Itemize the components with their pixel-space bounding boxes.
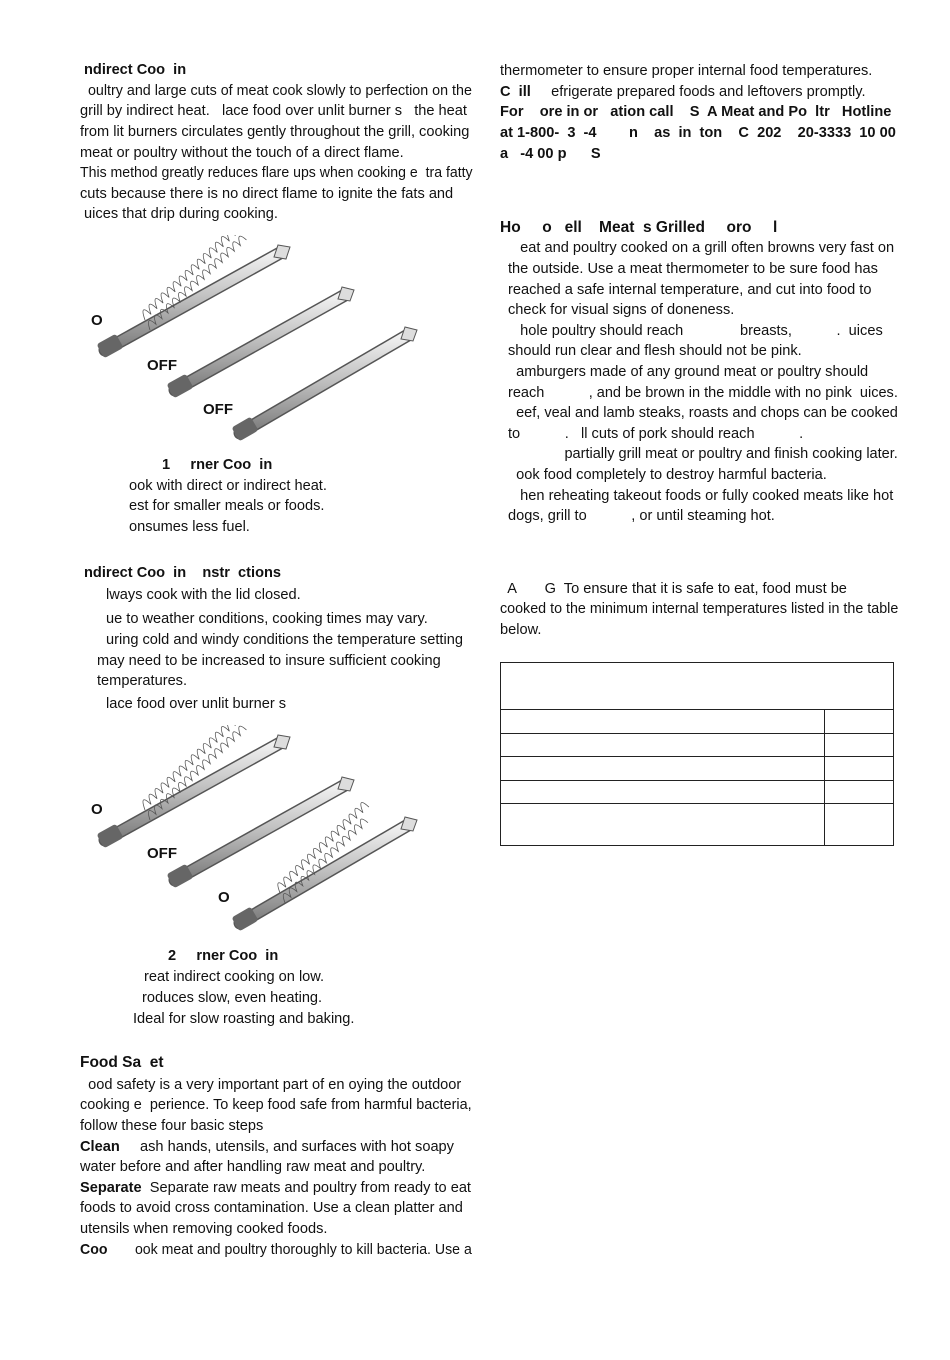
instructions-line-2: ue to weather conditions, cooking times may vary. <box>106 611 428 627</box>
table-row-divider <box>501 756 893 757</box>
grilled-line-8: reach , and be brown in the middle with no pink uices. <box>508 385 898 401</box>
chill-paragraph <box>500 82 866 102</box>
grilled-line-3: reached a safe internal temperature, and cut into food to <box>508 282 872 298</box>
grilled-line-11: partially grill meat or poultry and finish cooking later. <box>508 446 898 462</box>
figure2-label-burner1: O <box>91 801 103 818</box>
burner-diagram-2 <box>90 725 440 940</box>
grilled-line-10: to . ll cuts of pork should reach . <box>508 426 804 442</box>
separate-text: Separate raw meats and poultry from ready to eat <box>141 1180 471 1196</box>
figure1-caption-line-1: ook with direct or indirect heat. <box>129 478 327 494</box>
food-safety-intro-2: cooking e perience. To keep food safe from harmful bacteria, <box>80 1097 472 1113</box>
figure2-caption-line-1: reat indirect cooking on low. <box>144 969 325 985</box>
cook-paragraph-line-1 <box>80 1240 472 1260</box>
instructions-line-4: may need to be increased to insure sufficient cooking <box>97 653 441 669</box>
clean-paragraph-line-1 <box>80 1137 454 1157</box>
cook-label: Coo <box>80 1242 108 1258</box>
indirect-cooking-line-7: uices that drip during cooking. <box>80 206 278 222</box>
figure2-label-burner2: OFF <box>147 845 177 862</box>
figure1-label-burner3: OFF <box>203 401 233 418</box>
indirect-cooking-heading: ndirect Coo in <box>84 62 187 78</box>
indirect-cooking-line-5: This method greatly reduces flare ups when cooking e tra fatty <box>80 165 473 181</box>
separate-paragraph-line-3: utensils when removing cooked foods. <box>80 1221 328 1237</box>
indirect-cooking-line-3: from lit burners circulates gently throughout the grill, cooking <box>80 124 470 140</box>
food-safety-intro-3: follow these four basic steps <box>80 1118 264 1134</box>
table-row-divider <box>501 709 893 710</box>
table-column-divider <box>824 710 825 845</box>
warning-line-1: A G To ensure that it is safe to eat, food must be <box>500 581 847 597</box>
hotline-line-3: a -4 00 p S <box>500 146 601 162</box>
thermometer-line: thermometer to ensure proper internal food temperatures. <box>500 63 873 79</box>
chill-text: efrigerate prepared foods and leftovers promptly. <box>530 84 866 100</box>
food-safety-heading: Food Sa et <box>80 1054 164 1071</box>
cook-text: ook meat and poultry thoroughly to kill bacteria. Use a <box>107 1242 472 1258</box>
instructions-line-3: uring cold and windy conditions the temperature setting <box>106 632 463 648</box>
figure2-caption-line-2: roduces slow, even heating. <box>142 990 323 1006</box>
clean-paragraph-line-2: water before and after handling raw meat and poultry. <box>80 1159 426 1175</box>
grilled-line-1: eat and poultry cooked on a grill often browns very fast on <box>508 240 895 256</box>
flame-coil-icon <box>125 235 264 330</box>
separate-paragraph-line-2: foods to avoid cross contamination. Use a clean platter and <box>80 1200 463 1216</box>
separate-label: Separate <box>80 1180 142 1196</box>
grilled-heading: Ho o ell Meat s Grilled oro l <box>500 219 778 236</box>
figure2-label-burner3: O <box>218 889 230 906</box>
clean-label: Clean <box>80 1139 120 1155</box>
hotline-line-1: For ore in or ation call S A Meat and Po ltr Hotline <box>500 104 892 120</box>
grilled-line-6: should run clear and flesh should not be pink. <box>508 343 802 359</box>
figure1-caption-line-2: est for smaller meals or foods. <box>129 498 325 514</box>
figure2-caption-line-3: Ideal for slow roasting and baking. <box>133 1011 355 1027</box>
chill-label: C ill <box>500 84 531 100</box>
indirect-cooking-line-4: meat or poultry without the touch of a direct flame. <box>80 145 404 161</box>
burner-diagram-1 <box>90 235 440 450</box>
figure1-label-burner1: O <box>91 312 103 329</box>
instructions-line-1: lways cook with the lid closed. <box>106 587 301 603</box>
grilled-line-7: amburgers made of any ground meat or poultry should <box>508 364 869 380</box>
grilled-line-14: dogs, grill to , or until steaming hot. <box>508 508 775 524</box>
figure1-caption-title: 1 rner Coo in <box>162 457 273 473</box>
figure1-label-burner2: OFF <box>147 357 177 374</box>
figure1-caption-line-3: onsumes less fuel. <box>129 519 250 535</box>
clean-text: ash hands, utensils, and surfaces with hot soapy <box>119 1139 454 1155</box>
indirect-cooking-line-2: grill by indirect heat. lace food over unlit burner s the heat <box>80 103 467 119</box>
temperature-table <box>500 662 894 846</box>
grilled-line-13: hen reheating takeout foods or fully cooked meats like hot <box>508 488 894 504</box>
grilled-line-9: eef, veal and lamb steaks, roasts and chops can be cooked <box>508 405 898 421</box>
indirect-cooking-line-1: oultry and large cuts of meat cook slowly to perfection on the <box>80 83 472 99</box>
instructions-heading: ndirect Coo in nstr ctions <box>84 565 282 581</box>
separate-paragraph-line-1 <box>80 1178 471 1198</box>
warning-line-3: below. <box>500 622 542 638</box>
food-safety-intro-1: ood safety is a very important part of en oying the outdoor <box>80 1077 462 1093</box>
hotline-line-2: at 1-800- 3 -4 n as in ton C 202 20-3333 10 00 <box>500 125 896 141</box>
indirect-cooking-line-6: cuts because there is no direct flame to ignite the fats and <box>80 186 454 202</box>
grilled-line-4: check for visual signs of doneness. <box>508 302 735 318</box>
grilled-line-12: ook food completely to destroy harmful bacteria. <box>508 467 827 483</box>
instructions-line-6: lace food over unlit burner s <box>106 696 287 712</box>
table-row-divider <box>501 733 893 734</box>
table-row-divider <box>501 780 893 781</box>
figure2-caption-title: 2 rner Coo in <box>168 948 279 964</box>
flame-coil-icon <box>125 725 264 820</box>
grilled-line-2: the outside. Use a meat thermometer to be sure food has <box>508 261 878 277</box>
grilled-line-5: hole poultry should reach breasts, . uices <box>508 323 883 339</box>
table-row-divider <box>501 803 893 804</box>
warning-line-2: cooked to the minimum internal temperatures listed in the table <box>500 601 899 617</box>
instructions-line-5: temperatures. <box>97 673 188 689</box>
